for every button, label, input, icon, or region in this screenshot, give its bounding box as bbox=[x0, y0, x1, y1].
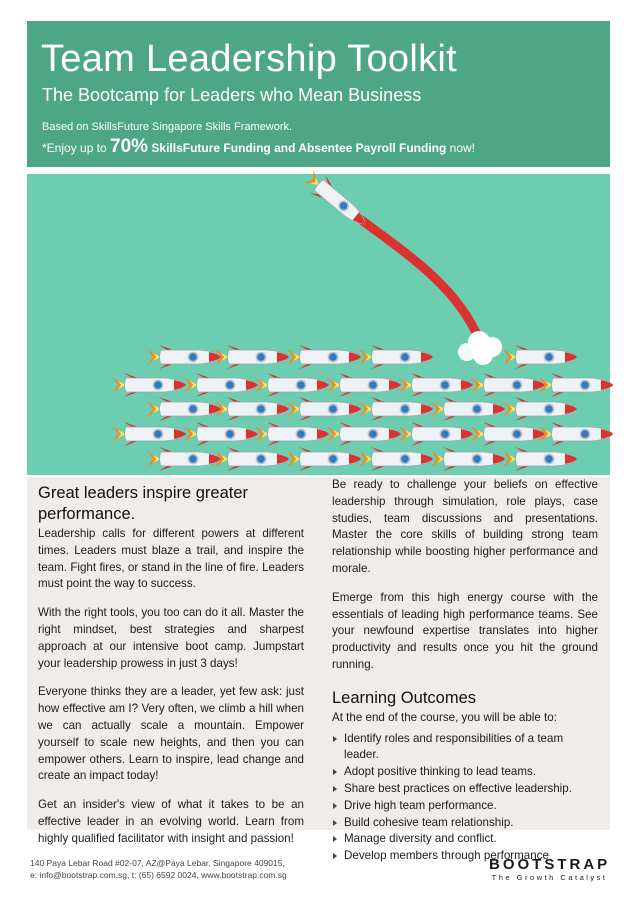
left-paragraph-2: With the right tools, you too can do it all. Master the right mindset, best strategies and sharpest approach at our intensive boot camp. Jumpstart your leadership prowess in just 3 days! bbox=[38, 606, 304, 670]
list-item: Develop members through performance bbox=[332, 848, 598, 865]
list-item: Build cohesive team relationship. bbox=[332, 815, 598, 832]
outcomes-list bbox=[332, 731, 598, 865]
funding-prefix: *Enjoy up to bbox=[42, 141, 111, 155]
left-paragraph-1: Leadership calls for different powers at different times. Leaders must blaze a trail, and inspire the team. Fight fires, or stand in the line of fire. Leaders must point the way to success. bbox=[38, 527, 304, 591]
left-paragraph-3: Everyone thinks they are a leader, yet few ask: just how effective am I? Very often, we climb a hill when we can actually scale a mountain. Empower yourself to scale new heights, and then you can empower others. Learn to inspire, lead change and create an impact today! bbox=[38, 685, 304, 783]
bootstrap-logo bbox=[489, 857, 610, 883]
left-paragraph-4: Get an insider's view of what it takes to be an effective leader in an evolving world. Learn from highly qualified facilitator with insight and passion! bbox=[38, 798, 304, 845]
right-column bbox=[332, 477, 598, 865]
logo-tagline: The Growth Catalyst bbox=[491, 873, 608, 882]
address-line: 140 Paya Lebar Road #02-07, AZ@Paya Lebar, Singapore 409015, bbox=[30, 858, 285, 868]
right-paragraph-1: Be ready to challenge your beliefs on effective leadership through simulation, role plays, case studies, team discussions and presentations. Master the core skills of building strong team relationship while boosting higher performance and morale. bbox=[332, 478, 598, 575]
right-paragraph-2: Emerge from this high energy course with the essentials of leading high performance teams. See your newfound expertise translates into higher productivity and results once you hit the ground running. bbox=[332, 590, 598, 671]
list-item: Drive high team performance. bbox=[332, 798, 598, 815]
list-item: Manage diversity and conflict. bbox=[332, 831, 598, 848]
rocket-illustration bbox=[27, 174, 610, 475]
list-item: Identify roles and responsibilities of a team leader. bbox=[332, 731, 598, 765]
left-column bbox=[38, 477, 304, 860]
page-title: Team Leadership Toolkit bbox=[41, 38, 457, 80]
left-heading: Great leaders inspire greater performance. bbox=[38, 484, 249, 523]
funding-percent: 70% bbox=[110, 136, 149, 157]
outcomes-intro: At the end of the course, you will be able to: bbox=[332, 710, 557, 724]
list-item: Share best practices on effective leadership. bbox=[332, 781, 598, 798]
funding-types: SkillsFuture Funding and Absentee Payroll Funding bbox=[148, 141, 447, 155]
logo-name: BOOTSTRAP bbox=[489, 856, 611, 873]
page-subtitle: The Bootcamp for Leaders who Mean Business bbox=[42, 85, 422, 105]
cloud-shape bbox=[458, 331, 502, 365]
rocket-fleet bbox=[112, 345, 613, 471]
hero-illustration bbox=[27, 174, 610, 475]
list-item: Adopt positive thinking to lead teams. bbox=[332, 764, 598, 781]
framework-note: Based on SkillsFuture Singapore Skills Framework. bbox=[42, 121, 293, 133]
funding-suffix: now! bbox=[446, 141, 476, 155]
header-banner bbox=[27, 21, 610, 167]
funding-note bbox=[42, 135, 475, 160]
footer-address bbox=[30, 857, 287, 881]
leading-rocket bbox=[301, 167, 373, 233]
learning-outcomes-heading: Learning Outcomes bbox=[332, 688, 476, 707]
contact-line: e: info@bootstrap.com.sg, t: (65) 6592 0024, www.bootstrap.com.sg bbox=[30, 870, 287, 880]
